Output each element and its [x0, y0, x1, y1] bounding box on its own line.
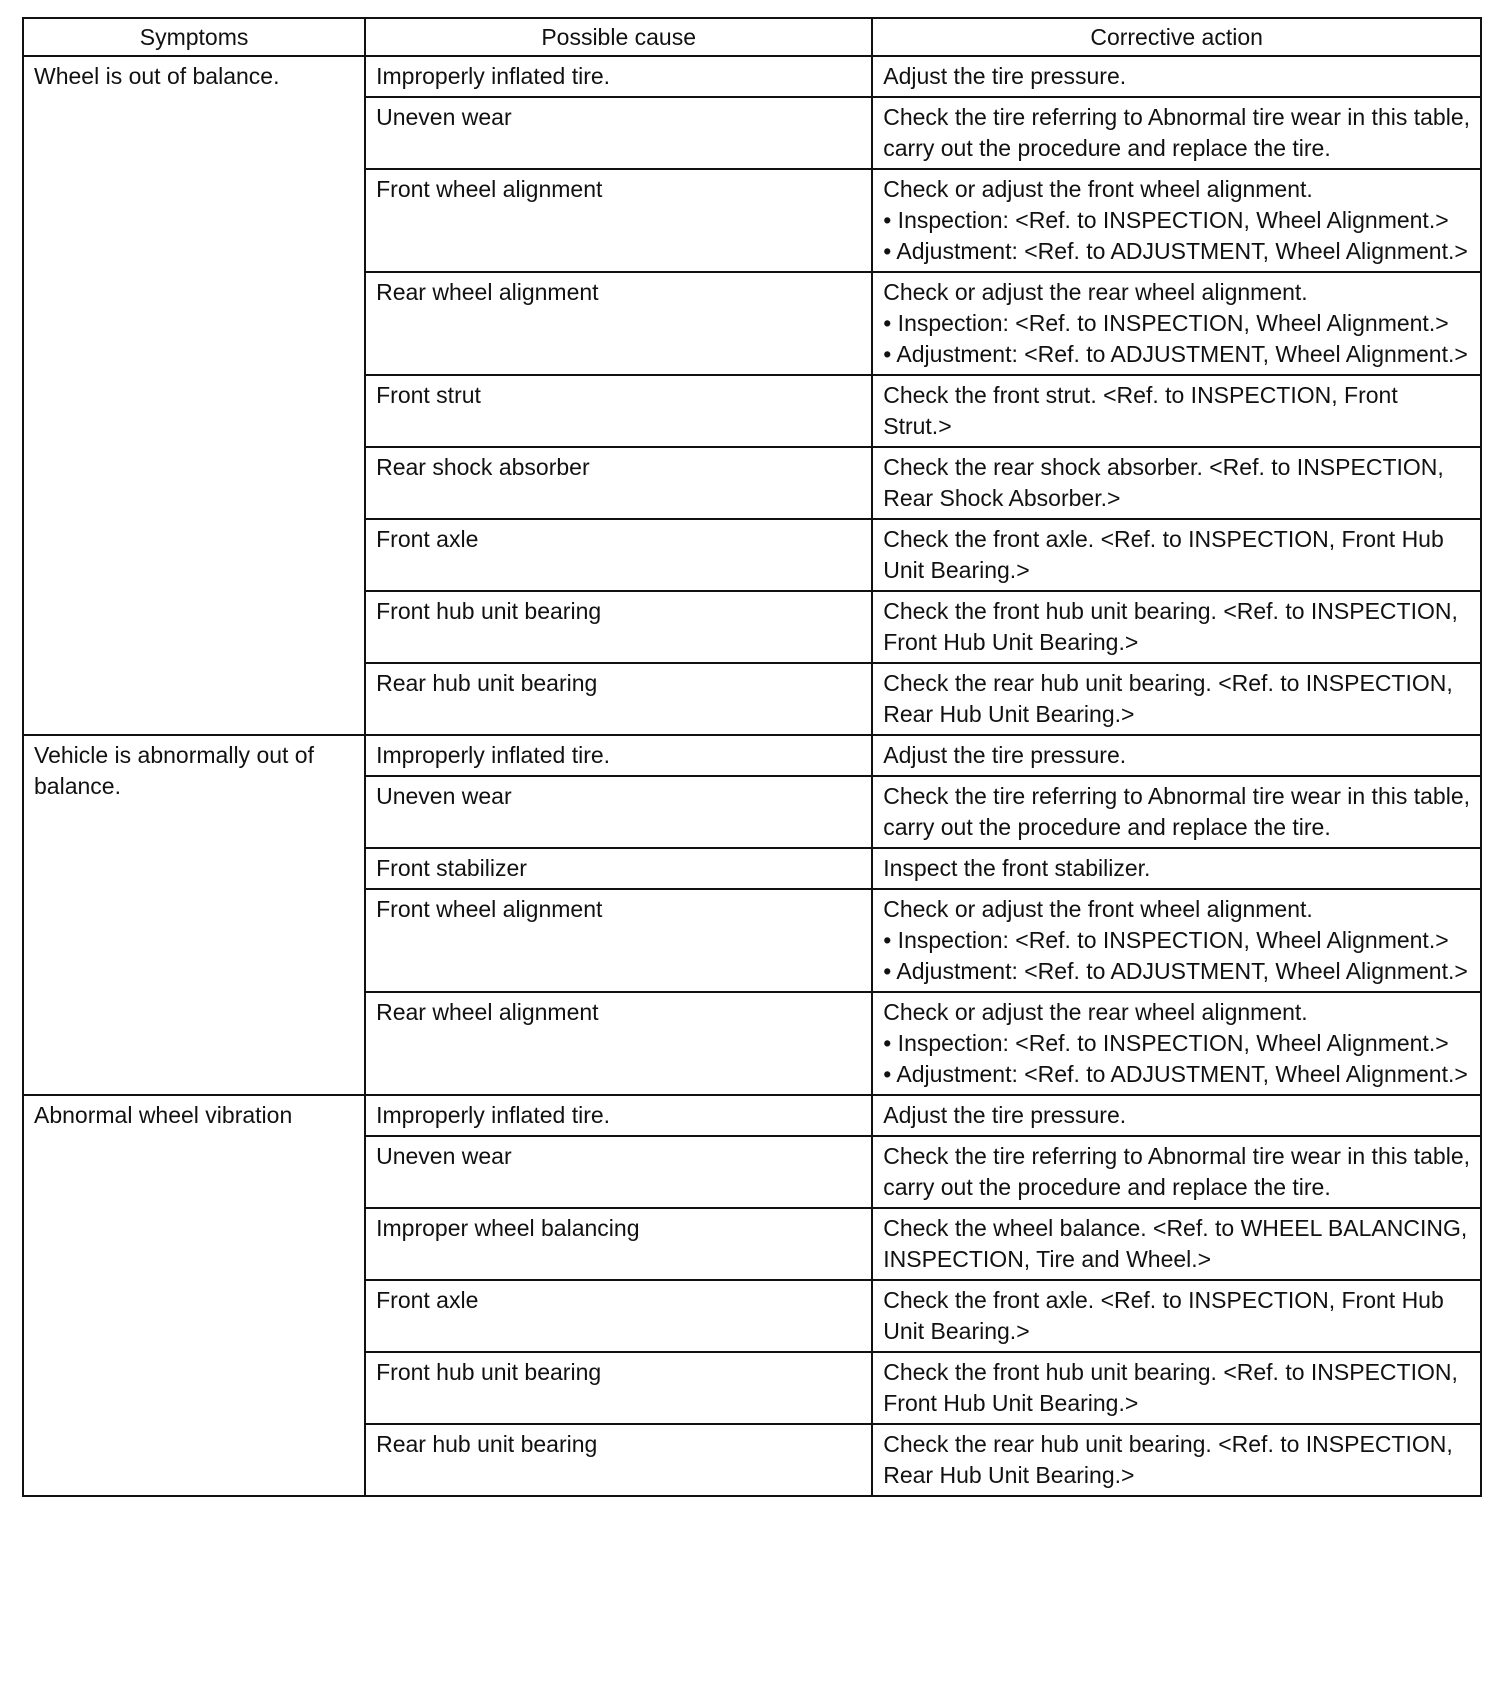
action-text: Inspect the front stabilizer. — [883, 855, 1151, 881]
cause-cell: Front hub unit bearing — [365, 1352, 872, 1424]
cause-cell: Front stabilizer — [365, 848, 872, 889]
action-text: Check the front hub unit bearing. <Ref. to INSPECTION, Front Hub Unit Bearing.> — [883, 598, 1458, 655]
table-row — [23, 56, 1481, 97]
cause-cell: Improperly inflated tire. — [365, 56, 872, 97]
cause-cell: Rear hub unit bearing — [365, 663, 872, 735]
header-corrective-action: Corrective action — [872, 18, 1481, 56]
action-bullet: • Adjustment: <Ref. to ADJUSTMENT, Wheel Alignment.> — [883, 958, 1468, 984]
action-cell — [872, 272, 1481, 375]
cause-cell: Uneven wear — [365, 97, 872, 169]
cause-cell: Front hub unit bearing — [365, 591, 872, 663]
action-text: Check the rear hub unit bearing. <Ref. to INSPECTION, Rear Hub Unit Bearing.> — [883, 670, 1453, 727]
action-cell — [872, 447, 1481, 519]
header-row — [23, 18, 1481, 56]
cause-cell: Front axle — [365, 1280, 872, 1352]
action-text: Check the front hub unit bearing. <Ref. to INSPECTION, Front Hub Unit Bearing.> — [883, 1359, 1458, 1416]
action-cell — [872, 1424, 1481, 1496]
cause-cell: Improperly inflated tire. — [365, 735, 872, 776]
action-cell — [872, 776, 1481, 848]
cause-cell: Rear wheel alignment — [365, 992, 872, 1095]
action-text: Check the rear shock absorber. <Ref. to INSPECTION, Rear Shock Absorber.> — [883, 454, 1444, 511]
cause-cell: Rear shock absorber — [365, 447, 872, 519]
action-bullet: • Inspection: <Ref. to INSPECTION, Wheel Alignment.> — [883, 310, 1449, 336]
diagnostic-table — [22, 17, 1482, 1497]
header-possible-cause: Possible cause — [365, 18, 872, 56]
cause-cell: Rear wheel alignment — [365, 272, 872, 375]
cause-cell: Rear hub unit bearing — [365, 1424, 872, 1496]
cause-cell: Front axle — [365, 519, 872, 591]
cause-cell: Front wheel alignment — [365, 889, 872, 992]
action-text: Check the wheel balance. <Ref. to WHEEL BALANCING, INSPECTION, Tire and Wheel.> — [883, 1215, 1468, 1272]
action-text: Adjust the tire pressure. — [883, 742, 1127, 768]
action-bullet: • Adjustment: <Ref. to ADJUSTMENT, Wheel Alignment.> — [883, 341, 1468, 367]
action-text: Check the front axle. <Ref. to INSPECTION, Front Hub Unit Bearing.> — [883, 1287, 1444, 1344]
action-text: Check or adjust the front wheel alignment. — [883, 896, 1313, 922]
action-bullet: • Adjustment: <Ref. to ADJUSTMENT, Wheel Alignment.> — [883, 238, 1468, 264]
cause-cell: Front wheel alignment — [365, 169, 872, 272]
action-text: Check or adjust the front wheel alignment. — [883, 176, 1313, 202]
action-bullet: • Adjustment: <Ref. to ADJUSTMENT, Wheel Alignment.> — [883, 1061, 1468, 1087]
table-row — [23, 735, 1481, 776]
action-bullet: • Inspection: <Ref. to INSPECTION, Wheel Alignment.> — [883, 927, 1449, 953]
action-text: Check the tire referring to Abnormal tire wear in this table, carry out the procedure and replace the tire. — [883, 1143, 1471, 1200]
action-cell — [872, 375, 1481, 447]
symptom-cell: Abnormal wheel vibration — [23, 1095, 365, 1496]
header-symptoms: Symptoms — [23, 18, 365, 56]
cause-cell: Improper wheel balancing — [365, 1208, 872, 1280]
table-header — [23, 18, 1481, 56]
action-bullet: • Inspection: <Ref. to INSPECTION, Wheel Alignment.> — [883, 1030, 1449, 1056]
action-text: Check or adjust the rear wheel alignment. — [883, 279, 1308, 305]
action-bullet: • Inspection: <Ref. to INSPECTION, Wheel Alignment.> — [883, 207, 1449, 233]
action-cell — [872, 519, 1481, 591]
action-text: Check the front axle. <Ref. to INSPECTION, Front Hub Unit Bearing.> — [883, 526, 1444, 583]
action-cell — [872, 97, 1481, 169]
cause-cell: Uneven wear — [365, 776, 872, 848]
action-cell — [872, 889, 1481, 992]
action-cell — [872, 56, 1481, 97]
symptom-cell: Wheel is out of balance. — [23, 56, 365, 735]
action-text: Adjust the tire pressure. — [883, 63, 1127, 89]
cause-cell: Uneven wear — [365, 1136, 872, 1208]
action-text: Adjust the tire pressure. — [883, 1102, 1127, 1128]
action-cell — [872, 1208, 1481, 1280]
action-text: Check the rear hub unit bearing. <Ref. to INSPECTION, Rear Hub Unit Bearing.> — [883, 1431, 1453, 1488]
action-cell — [872, 591, 1481, 663]
symptom-cell: Vehicle is abnormally out of balance. — [23, 735, 365, 1095]
action-cell — [872, 1095, 1481, 1136]
action-cell — [872, 1136, 1481, 1208]
table-body — [23, 56, 1481, 1496]
document — [22, 17, 1482, 1497]
action-text: Check the front strut. <Ref. to INSPECTION, Front Strut.> — [883, 382, 1398, 439]
action-cell — [872, 663, 1481, 735]
action-cell — [872, 992, 1481, 1095]
action-text: Check the tire referring to Abnormal tire wear in this table, carry out the procedure and replace the tire. — [883, 783, 1471, 840]
action-cell — [872, 735, 1481, 776]
action-cell — [872, 848, 1481, 889]
action-text: Check or adjust the rear wheel alignment. — [883, 999, 1308, 1025]
action-cell — [872, 169, 1481, 272]
table-row — [23, 1095, 1481, 1136]
action-text: Check the tire referring to Abnormal tire wear in this table, carry out the procedure and replace the tire. — [883, 104, 1471, 161]
cause-cell: Improperly inflated tire. — [365, 1095, 872, 1136]
cause-cell: Front strut — [365, 375, 872, 447]
action-cell — [872, 1280, 1481, 1352]
action-cell — [872, 1352, 1481, 1424]
